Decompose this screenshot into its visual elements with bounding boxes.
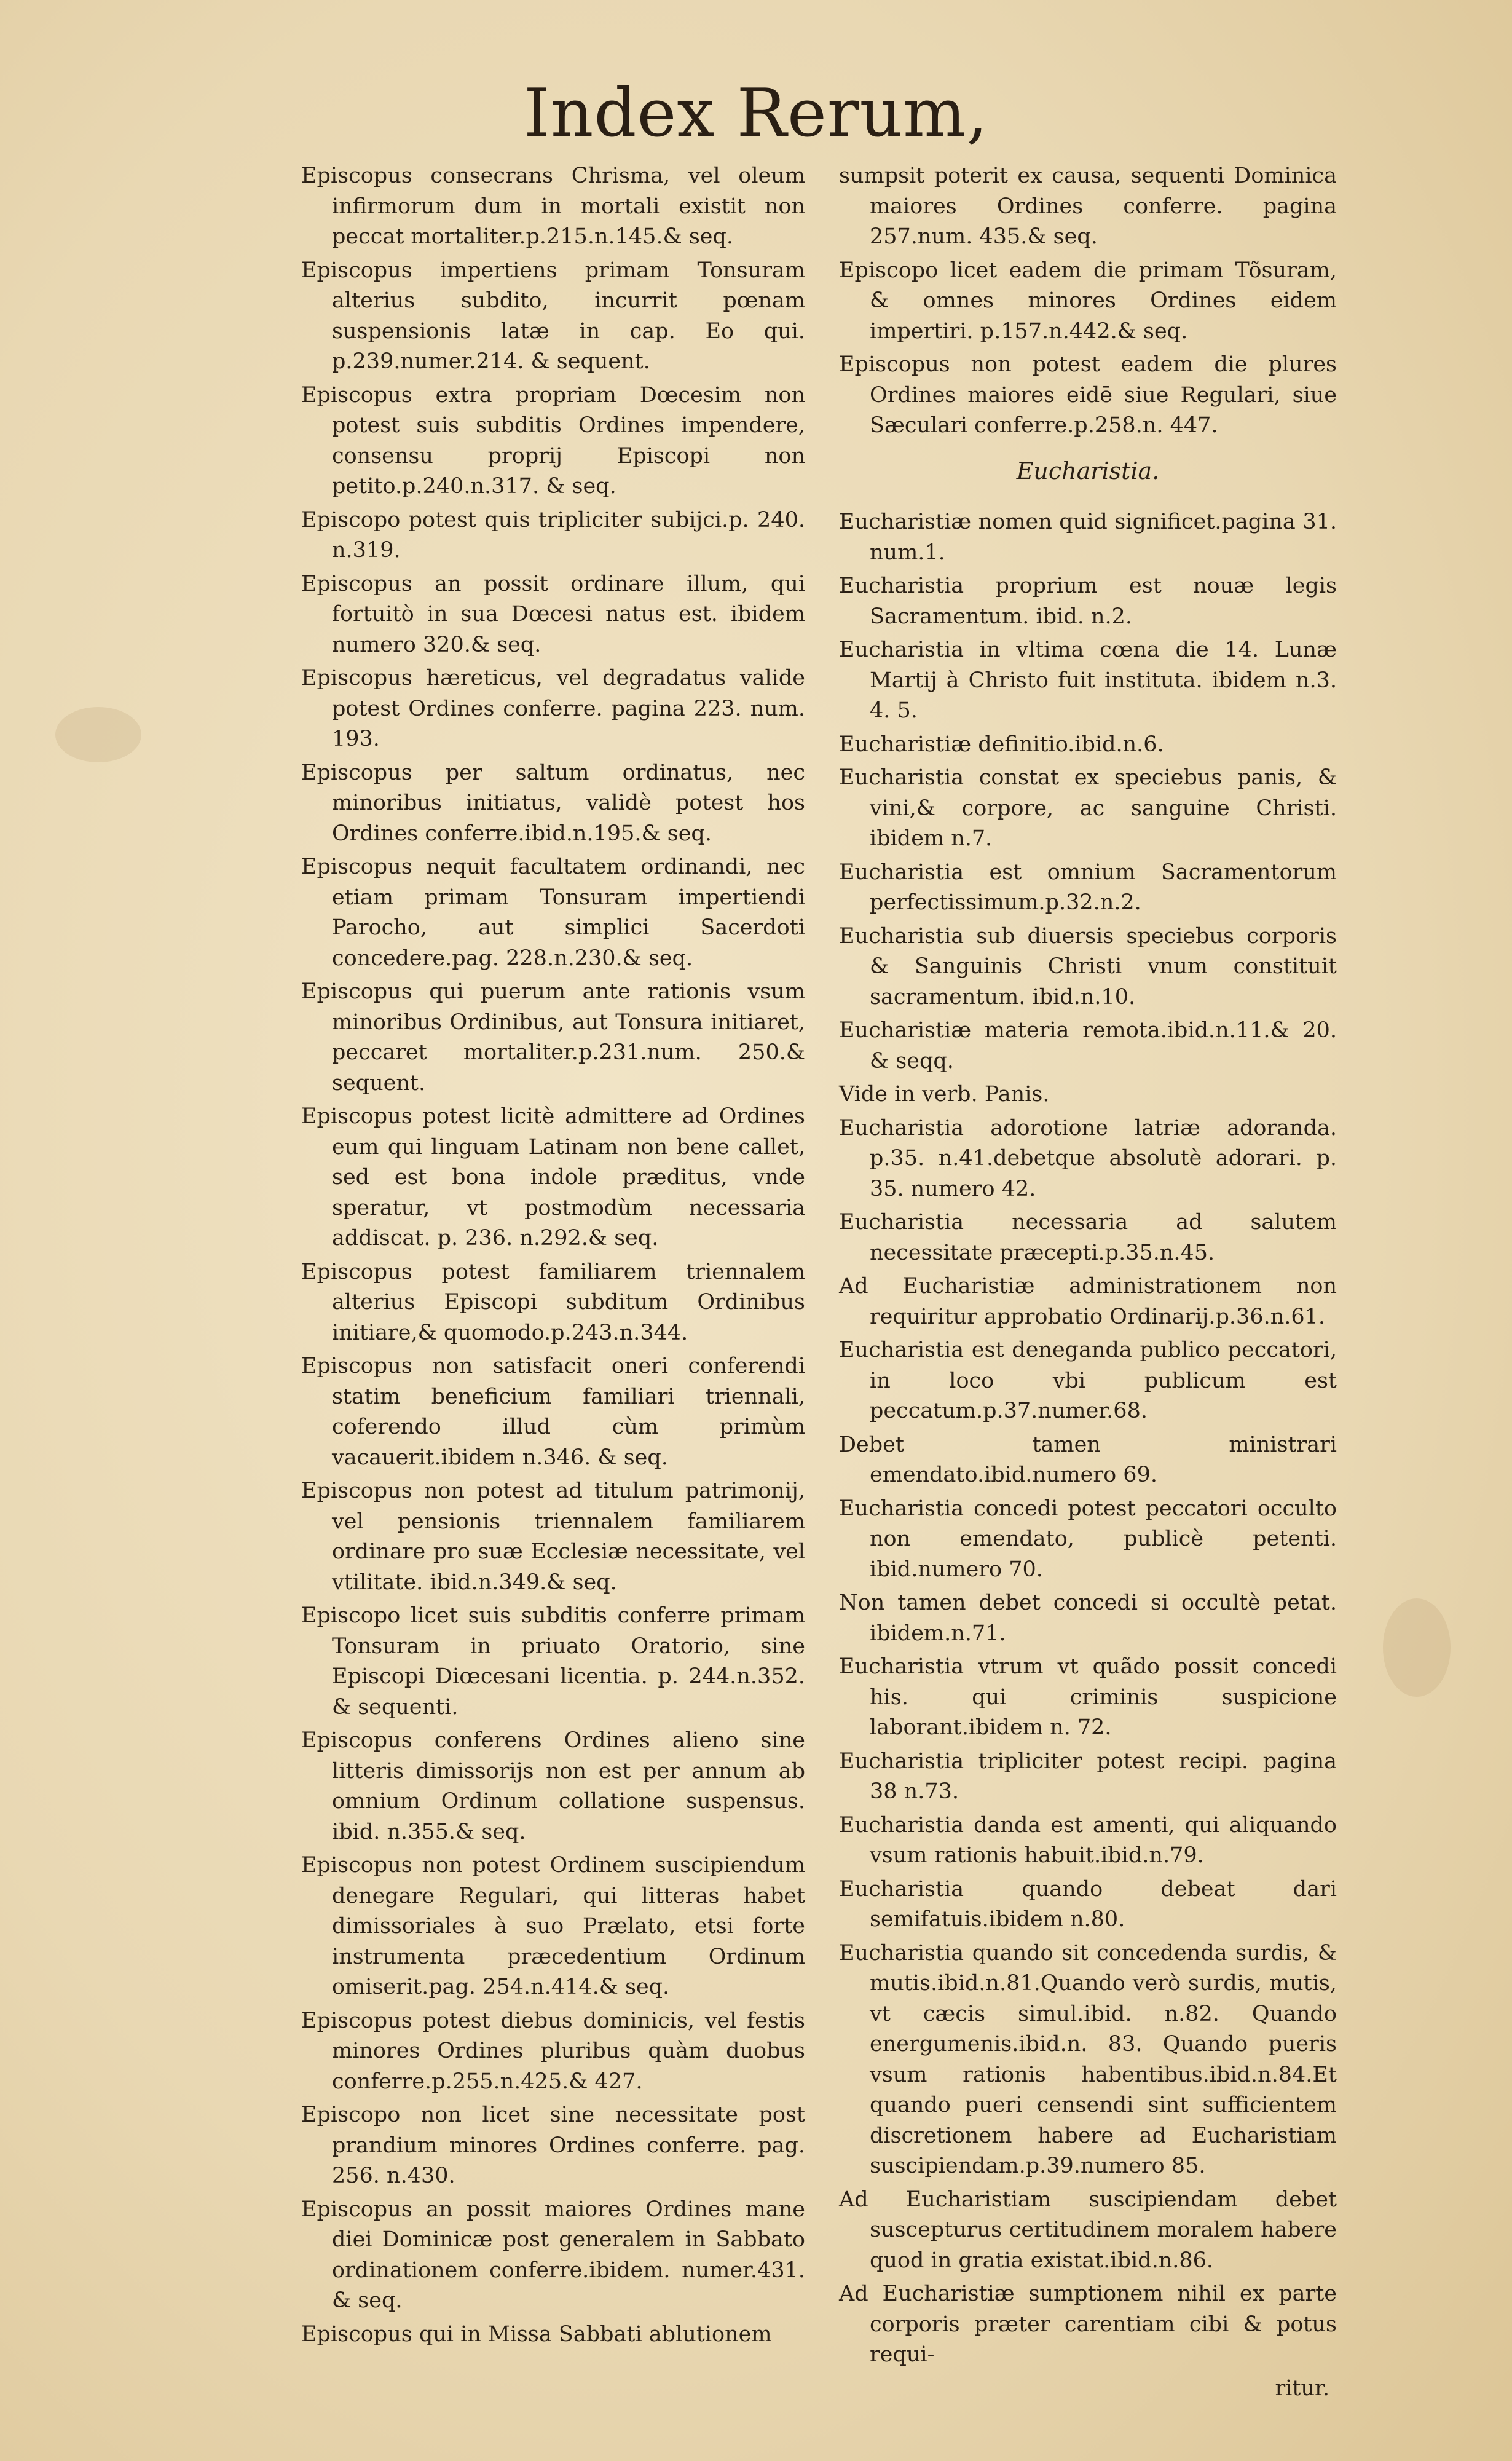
index-entry: Eucharistia est deneganda publico peccatori, in loco vbi publicum est peccatum.p.37.numer.68.	[839, 1338, 1337, 1423]
index-entry: Eucharistia in vltima cœna die 14. Lunæ Martij à Christo fuit instituta. ibidem n.3. 4. 5.	[839, 638, 1337, 723]
index-entry: Eucharistia necessaria ad salutem necessitate præcepti.p.35.n.45.	[839, 1210, 1337, 1265]
index-entry: Eucharistia quando debeat dari semifatuis.ibidem n.80.	[839, 1876, 1337, 1932]
index-entry: Episcopus extra propriam Dœcesim non potest suis subditis Ordines impendere, consensu proprij Episcopi non petito.p.240.n.317. & seq.	[301, 382, 805, 499]
index-entry: Episcopus impertiens primam Tonsuram alterius subdito, incurrit pœnam suspensionis latæ in cap. Eo qui. p.239.numer.214. & sequent.	[301, 258, 805, 374]
index-entry: Ad Eucharistiæ administrationem non requiritur approbatio Ordinarij.p.36.n.61.	[839, 1274, 1337, 1329]
index-entry: Eucharistiæ nomen quid significet.pagina 31. num.1.	[839, 510, 1337, 565]
index-entry: Episcopus non potest eadem die plures Ordines maiores eidē siue Regulari, siue Sæculari conferre.p.258.n. 447.	[839, 352, 1337, 438]
page-title: Index Rerum,	[524, 75, 988, 152]
index-entry: Debet tamen ministrari emendato.ibid.numero 69.	[839, 1432, 1337, 1487]
index-entry: Episcopus nequit facultatem ordinandi, nec etiam primam Tonsuram impertiendi Parocho, aut simplici Sacerdoti concedere.pag. 228.n.230.& seq.	[301, 855, 805, 971]
index-entry: Episcopus non satisfacit oneri conferendi statim beneficium familiari triennali, coferendo illud cùm primùm vacauerit.ibidem n.346. & seq.	[301, 1354, 805, 1470]
index-entry: Episcopus non potest ad titulum patrimonij, vel pensionis triennalem familiarem ordinare pro suæ Ecclesiæ necessitate, vel vtilitate. ibid.n.349.& seq.	[301, 1479, 805, 1595]
index-entry: Episcopus an possit ordinare illum, qui fortuitò in sua Dœcesi natus est. ibidem numero 320.& seq.	[301, 571, 805, 657]
index-entry: Episcopo potest quis tripliciter subijci.p. 240. n.319.	[301, 507, 805, 563]
index-entry: Ad Eucharistiæ sumptionem nihil ex parte corporis præter carentiam cibi & potus requi-	[839, 2281, 1337, 2367]
paper-stain	[55, 707, 141, 762]
index-entry: Eucharistia proprium est nouæ legis Sacramentum. ibid. n.2.	[839, 574, 1337, 629]
index-entry: sumpsit poterit ex causa, sequenti Dominica maiores Ordines conferre. pagina 257.num. 435.& seq.	[839, 164, 1337, 249]
index-entry: Episcopo non licet sine necessitate post prandium minores Ordines conferre. pag. 256. n.430.	[301, 2103, 805, 2188]
index-entry: Eucharistia danda est amenti, qui aliquando vsum rationis habuit.ibid.n.79.	[839, 1812, 1337, 1868]
index-entry: Eucharistia quando sit concedenda surdis, & mutis.ibid.n.81.Quando verò surdis, mutis, vt cæcis simul.ibid. n.82. Quando energumenis.ibid.n. 83. Quando pueris vsum rationis habentibus.ibid.n.84.Et quando pueri censendi sint sufficientem discretionem habere ad Eucharistiam suscipiendam.p.39.numero 85.	[839, 1940, 1337, 2178]
index-entry: Eucharistiæ definitio.ibid.n.6.	[839, 732, 1164, 757]
paper-stain	[1383, 1598, 1451, 1697]
index-entry: Episcopus an possit maiores Ordines mane diei Dominicæ post generalem in Sabbato ordinationem conferre.ibidem. numer.431. & seq.	[301, 2197, 805, 2313]
index-entry: Episcopus hæreticus, vel degradatus valide potest Ordines conferre. pagina 223. num. 193.	[301, 666, 805, 751]
index-entry: Eucharistia adorotione latriæ adoranda. p.35. n.41.debetque absolutè adorari. p. 35. numero 42.	[839, 1115, 1337, 1201]
cross-reference: Vide in verb. Panis.	[839, 1082, 1050, 1107]
index-entry: Eucharistia concedi potest peccatori occulto non emendato, publicè petenti. ibid.numero 70.	[839, 1496, 1337, 1582]
index-entry: Episcopus per saltum ordinatus, nec minoribus initiatus, validè potest hos Ordines conferre.ibid.n.195.& seq.	[301, 760, 805, 846]
index-entry: Eucharistia vtrum vt quãdo possit concedi his. qui criminis suspicione laborant.ibidem n. 72.	[839, 1654, 1337, 1740]
index-entry: Non tamen debet concedi si occultè petat. ibidem.n.71.	[839, 1590, 1337, 1646]
index-entry: Eucharistia sub diuersis speciebus corporis & Sanguinis Christi vnum constituit sacramentum. ibid.n.10.	[839, 923, 1337, 1009]
index-entry: Episcopus qui in Missa Sabbati ablutionem	[301, 2321, 772, 2347]
index-entry: Episcopus potest licitè admittere ad Ordines eum qui linguam Latinam non bene callet, sed est bona indole præditus, vnde speratur, vt postmodùm necessaria addiscat. p. 236. n.292.& seq.	[301, 1104, 805, 1250]
index-entry: Eucharistiæ materia remota.ibid.n.11.& 20. & seqq.	[839, 1018, 1337, 1073]
index-entry: Eucharistia constat ex speciebus panis, & vini,& corpore, ac sanguine Christi. ibidem n.7.	[839, 765, 1337, 851]
index-entry: Episcopus potest diebus dominicis, vel festis minores Ordines pluribus quàm duobus conferre.p.255.n.425.& 427.	[301, 2008, 805, 2094]
index-entry: Episcopus consecrans Chrisma, vel oleum infirmorum dum in mortali existit non peccat mortaliter.p.215.n.145.& seq.	[301, 164, 805, 249]
right-column	[839, 161, 1337, 2404]
index-entry: Episcopus potest familiarem triennalem alterius Episcopi subditum Ordinibus initiare,& quomodo.p.243.n.344.	[301, 1259, 805, 1345]
section-heading: Eucharistia.	[1016, 457, 1160, 484]
index-entry: Episcopus non potest Ordinem suscipiendum denegare Regulari, qui litteras habet dimissoriales à suo Prælato, etsi forte instrumenta præcedentium Ordinum omiserit.pag. 254.n.414.& seq.	[301, 1853, 805, 1999]
index-entry: Episcopo licet suis subditis conferre primam Tonsuram in priuato Oratorio, sine Episcopi Diœcesani licentia. p. 244.n.352. & sequenti.	[301, 1603, 805, 1720]
index-entry: Episcopo licet eadem die primam Tõsuram, & omnes minores Ordines eidem impertiri. p.157.n.442.& seq.	[839, 258, 1337, 344]
index-entry: Eucharistia tripliciter potest recipi. pagina 38 n.73.	[839, 1748, 1337, 1804]
index-entry: Eucharistia est omnium Sacramentorum perfectissimum.p.32.n.2.	[839, 859, 1337, 915]
left-column	[301, 161, 805, 2353]
index-entry: Ad Eucharistiam suscipiendam debet suscepturus certitudinem moralem habere quod in gratia existat.ibid.n.86.	[839, 2187, 1337, 2273]
index-entry: Episcopus qui puerum ante rationis vsum minoribus Ordinibus, aut Tonsura initiaret, peccaret mortaliter.p.231.num. 250.& sequent.	[301, 979, 805, 1096]
index-entry: Episcopus conferens Ordines alieno sine litteris dimissorijs non est per annum ab omnium Ordinum collatione suspensus. ibid. n.355.& seq.	[301, 1728, 805, 1844]
catchword: ritur.	[1275, 2376, 1329, 2401]
